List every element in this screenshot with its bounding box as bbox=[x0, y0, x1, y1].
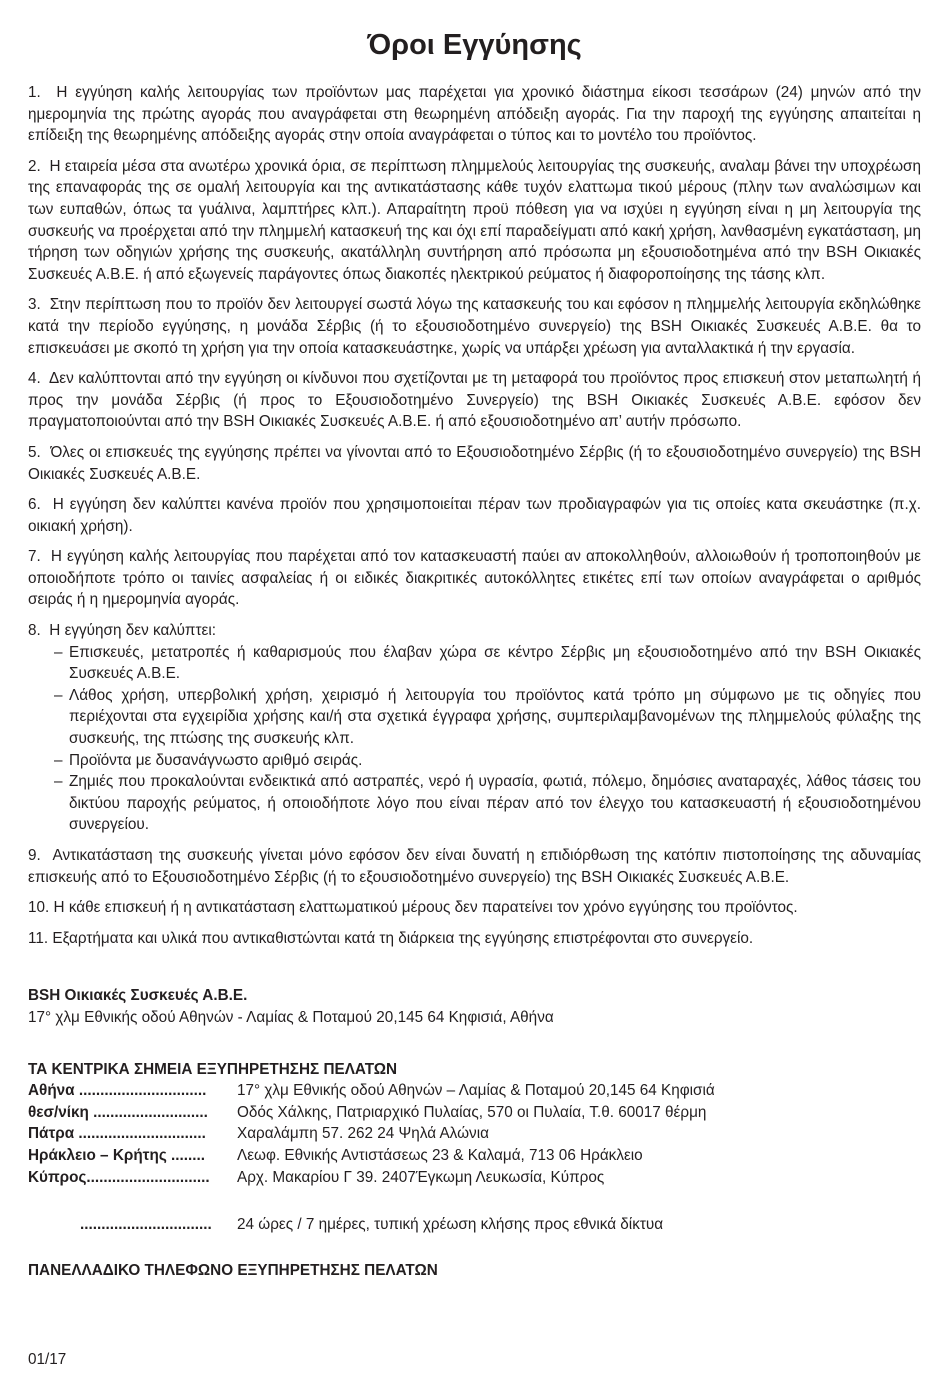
term-number: 1. bbox=[28, 84, 41, 101]
exclusion-text: Ζημιές που προκαλούνται ενδεικτικά από αστραπές, νερό ή υγρασία, φωτιά, πόλεμο, δημόσιες αναταραχές, λάθος τάσεις του δικτύου παροχής ρεύματος, ή οποιοδήποτε λόγο που είναι πέραν από τον έλεγχο του κατασκευαστή ή εξουσιοδοτημένου συνεργείου. bbox=[69, 773, 921, 834]
phone-title: ΠΑΝΕΛΛΑΔΙΚΟ ΤΗΛΕΦΩΝΟ ΕΞΥΠΗΡΕΤΗΣΗΣ ΠΕΛΑΤΩΝ bbox=[28, 1261, 438, 1279]
page-title: Όροι Εγγύησης bbox=[367, 29, 582, 61]
terms-list bbox=[28, 82, 921, 949]
exclusion-text: Λάθος χρήση, υπερβολική χρήση, χειρισμό ή λειτουργία του προϊόντος κατά τρόπο μη σύμφωνο με τις οδηγίες που περιέχονται στα εγχειρίδια χρήσης και/ή στα σχετικά έγγραφα χρήσης, συμπεριλαμβανομένων της πλημμελούς φύλαξης της συσκευής, της πτώσης της συσκευής κλπ. bbox=[69, 686, 921, 748]
term-9 bbox=[28, 845, 921, 888]
phone-row bbox=[28, 1214, 921, 1236]
term-8 bbox=[28, 620, 921, 836]
term-number: 5. bbox=[28, 443, 41, 461]
service-centers bbox=[28, 1059, 921, 1189]
term-number: 10. bbox=[28, 899, 50, 917]
term-number: 6. bbox=[28, 496, 41, 514]
center-city: Αθήνα .............................. bbox=[28, 1082, 207, 1100]
center-address: Αρχ. Μακαρίου Γ 39. 2407Έγκωμη Λευκωσία, Κύπρος bbox=[237, 1168, 605, 1186]
term-text: Στην περίπτωση που το προϊόν δεν λειτουργεί σωστά λόγω της κατασκευής του και εφόσον η πλημμελής λειτουργία εκδηλώθηκε κατά την περίοδο εγγύησης, η μονάδα Σέρβις (ή το εξουσιοδοτημένο συνεργείο) της BSH Οικιακές Συσκευές Α.Β.Ε. θα το επισκευάσει με σκοπό τη χρήση για την οποία κατασκευάστηκε, χωρίς να υπάρξει χρέωση για ανταλλακτικά ή την εργασία. bbox=[28, 296, 922, 357]
term-number: 9. bbox=[28, 847, 41, 864]
term-1 bbox=[28, 82, 921, 147]
center-row bbox=[28, 1145, 921, 1167]
term-number: 3. bbox=[28, 296, 41, 314]
company-address: 17° χλμ Εθνικής οδού Αθηνών - Λαμίας & Ποταμού 20,145 64 Κηφισιά, Αθήνα bbox=[28, 1008, 554, 1026]
phone-info bbox=[28, 1214, 921, 1236]
warranty-page bbox=[28, 0, 921, 1281]
service-centers-heading: ΤΑ ΚΕΝΤΡΙΚΑ ΣΗΜΕΙΑ ΕΞΥΠΗΡΕΤΗΣΗΣ ΠΕΛΑΤΩΝ bbox=[28, 1060, 398, 1078]
dash-bullet: – bbox=[54, 773, 63, 791]
term-text: Η εγγύηση δεν καλύπτει κανένα προϊόν που χρησιμοποιείται πέραν των προδιαγραφών για τις οποίες κατα σκευάστηκε (π.χ. οικιακή χρήση). bbox=[28, 496, 922, 535]
term-2 bbox=[28, 156, 921, 286]
term-10 bbox=[28, 897, 921, 919]
term-text: Η κάθε επισκευή ή η αντικατάσταση ελαττωματικού μέρους δεν παρατείνει τον χρόνο εγγύησης του προϊόντος. bbox=[53, 899, 798, 917]
term-text: Η εγγύηση καλής λειτουργίας που παρέχεται από τον κατασκευαστή παύει αν αποκολληθούν, αλλοιωθούν ή τροποποιηθούν με οποιοδήποτε τρόπο οι ταινίες ασφαλείας ή οι ειδικές διακριτικές αυτοκόλλητες ετικέτες επί των οποίων αναγράφεται ο αριθμός σειράς ή η ημερομηνία αγοράς. bbox=[28, 548, 921, 609]
term-3 bbox=[28, 294, 921, 359]
term-text: Δεν καλύπτονται από την εγγύηση οι κίνδυνοι που σχετίζονται με τη μεταφορά του προϊόντος προς επισκευή στον μεταπωλητή ή προς την μονάδα Σέρβις (ή προς το Εξουσιοδοτημένο Συνεργείο) της BSH Οικιακές Συσκευές Α.Β.Ε. εφόσον δεν πραγματοποιούνται από την BSH Οικιακές Συσκευές Α.Β.Ε. ή από εξουσιοδοτημένο απ’ αυτήν πρόσωπο. bbox=[28, 370, 922, 431]
exclusion-item bbox=[28, 685, 921, 750]
exclusion-item bbox=[28, 750, 921, 772]
company-block bbox=[28, 985, 921, 1028]
term-text: Εξαρτήματα και υλικά που αντικαθιστώνται κατά τη διάρκεια της εγγύησης επιστρέφονται στο συνεργείο. bbox=[52, 929, 754, 947]
center-city: Πάτρα .............................. bbox=[28, 1125, 206, 1143]
dash-bullet: – bbox=[54, 643, 63, 661]
term-number: 11. bbox=[28, 929, 49, 947]
phone-dots: ............................... bbox=[80, 1216, 212, 1234]
center-city: Ηράκλειο – Κρήτης ........ bbox=[28, 1146, 206, 1164]
term-6 bbox=[28, 494, 921, 537]
term-number: 7. bbox=[28, 548, 41, 566]
company-name: BSH Οικιακές Συσκευές Α.Β.Ε. bbox=[28, 987, 248, 1005]
phone-hours: 24 ώρες / 7 ημέρες, τυπική χρέωση κλήσης προς εθνικά δίκτυα bbox=[237, 1216, 664, 1234]
term-text: Η εγγύηση καλής λειτουργίας των προϊόντων μας παρέχεται για χρονικό διάστημα είκοσι τεσσάρων (24) μηνών από την ημερομηνία της πρώτης αγοράς που αναγράφεται στη θεωρημένη απόδειξη αγοράς. Για την παροχή της εγγύησης απαιτείται η επίδειξη της θεωρημένης απόδειξης αγοράς στην οποία αναγράφεται ο τύπος και το μοντέλο του προϊόντος. bbox=[28, 84, 921, 145]
term-text: Όλες οι επισκευές της εγγύησης πρέπει να γίνονται από το Εξουσιοδοτημένο Σέρβις (ή το εξουσιοδοτημένο συνεργείο) της BSH Οικιακές Συσκευές Α.Β.Ε. bbox=[28, 443, 922, 483]
exclusion-text: Προϊόντα με δυσανάγνωστο αριθμό σειράς. bbox=[69, 751, 363, 769]
dash-bullet: – bbox=[54, 751, 63, 769]
center-row bbox=[28, 1080, 921, 1102]
exclusion-item bbox=[28, 771, 921, 836]
center-address: 17° χλμ Εθνικής οδού Αθηνών – Λαμίας & Ποταμού 20,145 64 Κηφισιά bbox=[237, 1082, 715, 1100]
exclusions-list bbox=[28, 642, 921, 836]
term-text: Η εταιρεία μέσα στα ανωτέρω χρονικά όρια, σε περίπτωση πλημμελούς λειτουργίας της συσκευής, αναλαμ βάνει την υποχρέωση της επαναφοράς της σε ομαλή λειτουργία και της αντικατάστασης κάθε τυχόν ελαττωμα τικού μέρους (πλην των αναλώσιμων και των ευπαθών, όπως τα γυάλινα, λαμπτήρες κλπ.). Απαραίτητη προϋ πόθεση για να ισχύει η εγγύηση είναι η μη λειτουργία της συσκευής να προέρχεται από την πλημμελή κατασκευή της και όχι επί παραδείγματι από κακή χρήση, λανθασμένη εγκατάσταση, μη τήρηση των οδηγιών χρήσης της συσκευής, ακατάλληλη συντήρηση από πρόσωπα μη εξουσιοδοτημένα από την BSH Οικιακές Συσκευές Α.Β.Ε. ή από εξωγενείς παράγοντες όπως διακοπές ηλεκτρικού ρεύματος ή διαφοροποίησης της τάσης κλπ. bbox=[28, 157, 922, 283]
term-11 bbox=[28, 928, 921, 950]
term-7 bbox=[28, 546, 921, 611]
term-5 bbox=[28, 442, 921, 485]
term-8-heading bbox=[28, 620, 921, 642]
exclusion-item bbox=[28, 642, 921, 685]
center-row bbox=[28, 1123, 921, 1145]
dash-bullet: – bbox=[54, 686, 63, 704]
center-address: Χαραλάμπη 57. 262 24 Ψηλά Αλώνια bbox=[237, 1125, 489, 1143]
center-row bbox=[28, 1102, 921, 1124]
term-text: Αντικατάσταση της συσκευής γίνεται μόνο εφόσον δεν είναι δυνατή η επιδιόρθωση της κατόπιν πιστοποίησης της αδυναμίας επισκευής από το Εξουσιοδοτημένο Σέρβις (ή το εξουσιοδοτημένο συνεργείο) της BSH Οικιακές Συσκευές Α.Β.Ε. bbox=[28, 847, 921, 886]
term-number: 4. bbox=[28, 370, 41, 388]
term-text: Η εγγύηση δεν καλύπτει: bbox=[49, 622, 217, 640]
center-address: Λεωφ. Εθνικής Αντιστάσεως 23 & Καλαμά, 713 06 Ηράκλειο bbox=[237, 1146, 643, 1164]
term-number: 8. bbox=[28, 622, 41, 640]
center-city: Κύπρος............................. bbox=[28, 1168, 210, 1186]
term-4 bbox=[28, 368, 921, 433]
term-number: 2. bbox=[28, 157, 41, 175]
center-row bbox=[28, 1167, 921, 1189]
center-city: θεσ/νίκη ........................... bbox=[28, 1103, 208, 1121]
document-code: 01/17 bbox=[28, 1351, 67, 1368]
center-address: Οδός Χάλκης, Πατριαρχικό Πυλαίας, 570 οι Πυλαία, Τ.θ. 60017 θέρμη bbox=[237, 1103, 707, 1121]
exclusion-text: Επισκευές, μετατροπές ή καθαρισμούς που έλαβαν χώρα σε κέντρο Σέρβις μη εξουσιοδοτημένο από την BSH Οικιακές Συσκευές Α.Β.Ε. bbox=[69, 643, 921, 683]
